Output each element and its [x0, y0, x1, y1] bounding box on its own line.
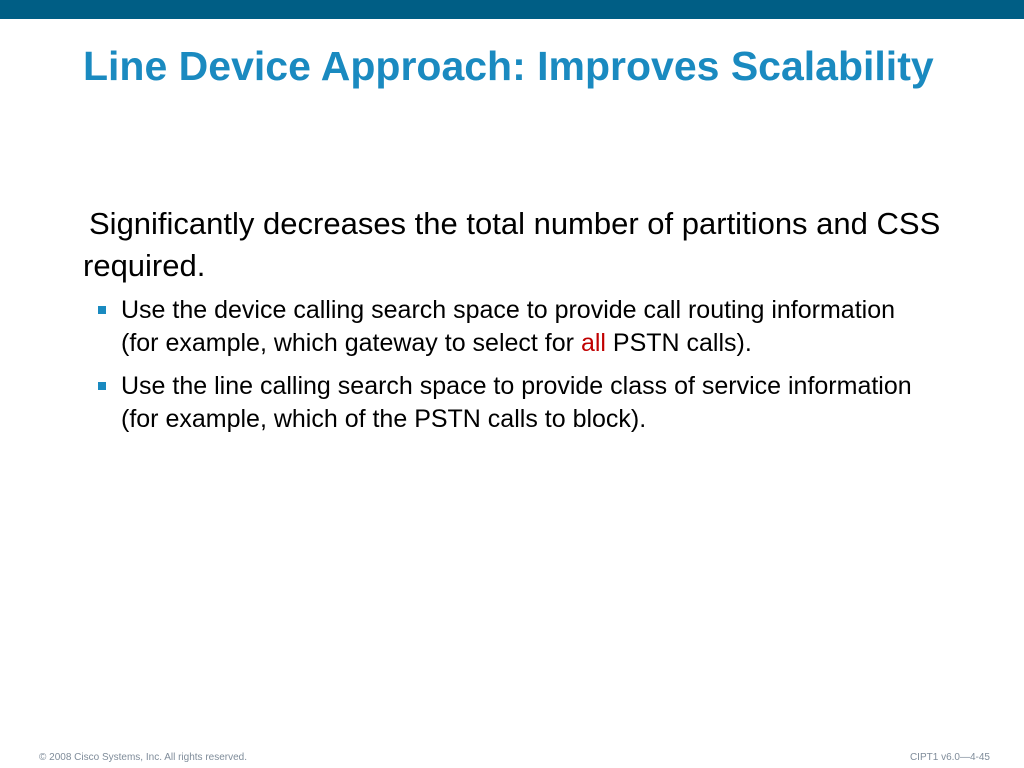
- highlighted-word: all: [580, 329, 606, 357]
- bullet-list: [96, 294, 926, 446]
- main-point: [83, 203, 963, 287]
- slide-title: Line Device Approach: Improves Scalability: [83, 43, 934, 89]
- bullet-item: [96, 294, 926, 360]
- copyright-footer: © 2008 Cisco Systems, Inc. All rights reserved.: [39, 752, 248, 763]
- square-bullet-icon: [98, 382, 106, 390]
- bullet-text: Use the line calling search space to provide class of service information (for example, which of the PSTN calls to block).: [121, 372, 912, 433]
- bullet-text-part: Use the device calling search space to provide call routing information (for example, which gateway to select for: [121, 296, 896, 357]
- bullet-text-part: PSTN calls).: [605, 329, 752, 357]
- bullet-item: [96, 370, 926, 436]
- slide-reference-footer: CIPT1 v6.0—4-45: [909, 752, 990, 763]
- main-point-text: Significantly decreases the total number of partitions and CSS required.: [83, 206, 941, 283]
- square-bullet-icon: [98, 306, 106, 314]
- top-accent-bar: [0, 0, 1024, 19]
